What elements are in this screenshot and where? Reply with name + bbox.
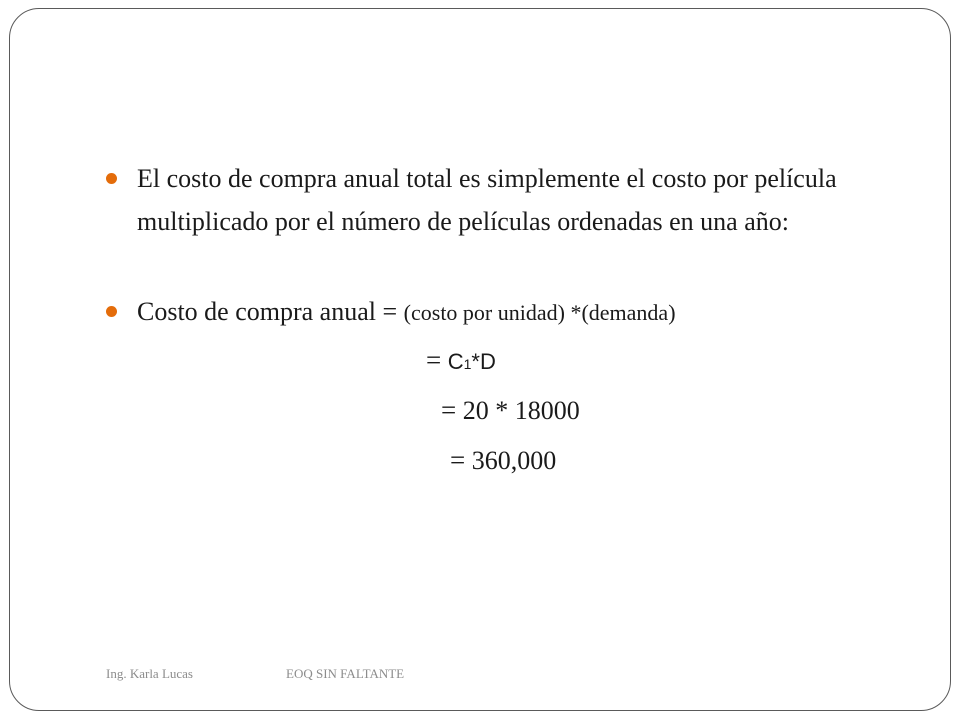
- equation-equals: =: [450, 445, 466, 475]
- equation-subscript: 1: [463, 356, 472, 372]
- bullet-item-1: [106, 157, 886, 243]
- bullet-dot-icon: [106, 306, 117, 317]
- formula-equals: =: [382, 297, 398, 326]
- equation-expr: 360,000: [471, 446, 557, 475]
- formula-rest: (costo por unidad) *(demanda): [403, 300, 676, 325]
- bullet-text-1: El costo de compra anual total es simplemente el costo por película multiplicado por el número de películas ordenadas en una año:: [137, 164, 837, 236]
- footer-topic: EOQ SIN FALTANTE: [286, 666, 405, 681]
- equation-symbolic: [426, 343, 496, 381]
- bullet-item-2: [106, 290, 886, 334]
- equation-substitution: [441, 393, 580, 428]
- bullet-text-2: [137, 290, 886, 334]
- equation-lhs: C: [447, 349, 464, 374]
- equation-expr: 20 * 18000: [462, 396, 580, 425]
- equation-rhs: *D: [471, 349, 496, 374]
- bullet-dot-icon: [106, 173, 117, 184]
- equation-equals: =: [426, 345, 442, 375]
- equation-result: [450, 443, 556, 478]
- footer-author: Ing. Karla Lucas: [106, 666, 193, 681]
- formula-lead: Costo de compra anual: [137, 297, 376, 326]
- equation-equals: =: [441, 395, 457, 425]
